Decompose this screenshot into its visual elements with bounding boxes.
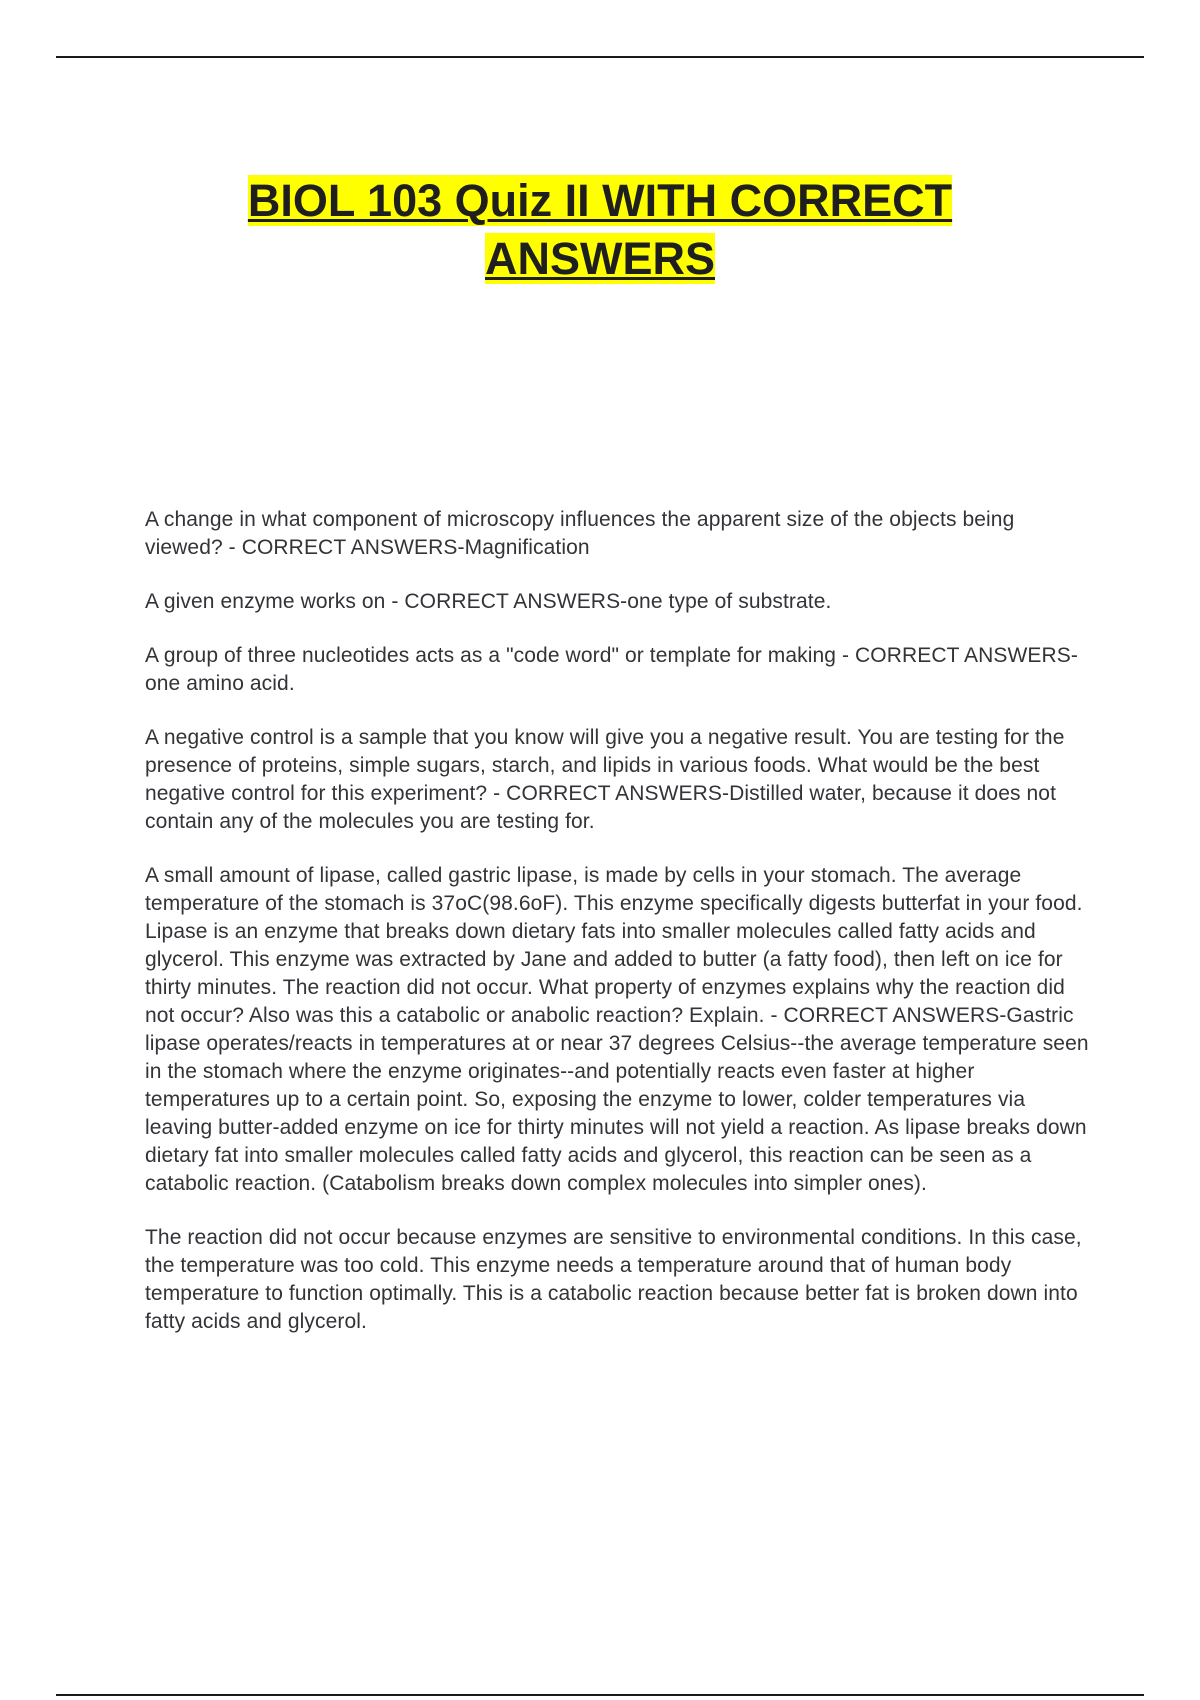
qa-entry-negative-control: A negative control is a sample that you know will give you a negative result. You are testing for the presence of proteins, simple sugars, starch, and lipids in various foods. What would be the best negative control for this experiment? - CORRECT ANSWERS-Distilled water, because it does not contain any of the molecules you are testing for. <box>145 726 1065 833</box>
header-rule <box>56 56 1144 58</box>
qa-entry-magnification: A change in what component of microscopy influences the apparent size of the objects being viewed? - CORRECT ANSWERS-Magnification <box>145 508 1015 559</box>
qa-entry-enzyme-substrate: A given enzyme works on - CORRECT ANSWERS-one type of substrate. <box>145 590 832 613</box>
qa-entry-gastric-lipase: A small amount of lipase, called gastric lipase, is made by cells in your stomach. The average temperature of the stomach is 37oC(98.6oF). This enzyme specifically digests butterfat in your food. Lipase is an enzyme that breaks down dietary fats into smaller molecules called fatty acids and glycerol. This enzyme was extracted by Jane and added to butter (a fatty food), then left on ice for thirty minutes. The reaction did not occur. What property of enzymes explains why the reaction did not occur? Also was this a catabolic or anabolic reaction? Explain. - CORRECT ANSWERS-Gastric lipase operates/reacts in temperatures at or near 37 degrees Celsius--the average temperature seen in the stomach where the enzyme originates--and potentially reacts even faster at higher temperatures up to a certain point. So, exposing the enzyme to lower, colder temperatures via leaving butter-added enzyme on ice for thirty minutes will not yield a reaction. As lipase breaks down dietary fat into smaller molecules called fatty acids and glycerol, this reaction can be seen as a catabolic reaction. (Catabolism breaks down complex molecules into simpler ones). <box>145 864 1089 1195</box>
qa-entry-codon: A group of three nucleotides acts as a "code word" or template for making - CORRECT ANSWERS-one amino acid. <box>145 644 1078 695</box>
footer-rule <box>56 1694 1144 1696</box>
qa-list <box>145 506 1095 1362</box>
document-title-text: BIOL 103 Quiz II WITH CORRECT ANSWERS <box>247 175 953 284</box>
document-title <box>150 172 1050 288</box>
qa-entry-reaction-explanation: The reaction did not occur because enzymes are sensitive to environmental conditions. In this case, the temperature was too cold. This enzyme needs a temperature around that of human body temperature to function optimally. This is a catabolic reaction because better fat is broken down into fatty acids and glycerol. <box>145 1226 1082 1333</box>
